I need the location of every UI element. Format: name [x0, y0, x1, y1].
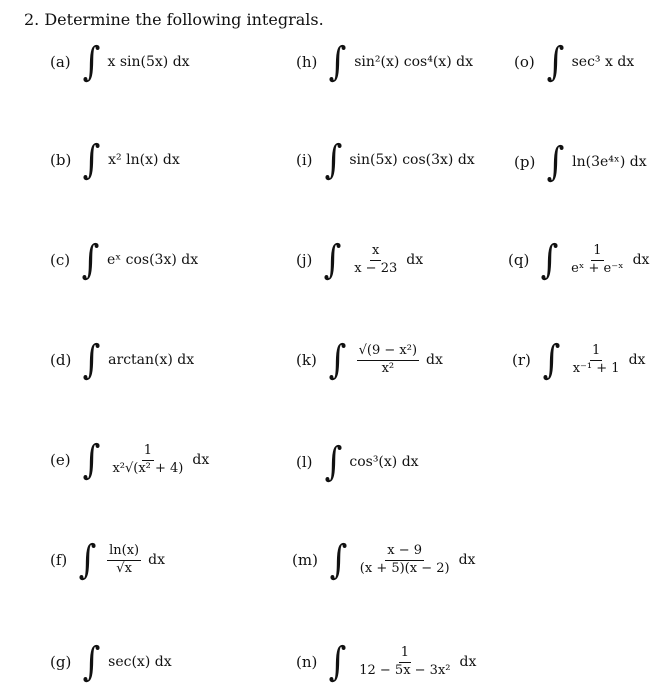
integrand: sec³ x dx — [571, 54, 635, 70]
integral-sign: ∫ — [546, 39, 565, 85]
integrand — [104, 543, 165, 577]
integrand: arctan(x) dx — [108, 352, 195, 368]
problem-label: (a) — [50, 53, 71, 71]
differential: dx — [148, 552, 165, 568]
fraction — [357, 645, 452, 679]
problem-h — [296, 32, 473, 92]
problem-j — [296, 230, 423, 290]
problem-g — [50, 632, 172, 692]
integrand — [354, 645, 476, 679]
integrand — [354, 343, 443, 377]
integral-sign: ∫ — [328, 39, 347, 85]
problem-label: (c) — [50, 251, 71, 269]
integrand: x sin(5x) dx — [107, 54, 190, 70]
problem-label: (q) — [508, 251, 530, 269]
denominator: x⁻¹ + 1 — [572, 360, 620, 376]
problem-label: (o) — [514, 53, 535, 71]
problem-label: (r) — [512, 351, 531, 369]
problem-o — [514, 32, 634, 92]
integrand: sin²(x) cos⁴(x) dx — [354, 54, 473, 70]
problem-label: (m) — [292, 551, 318, 569]
integrand — [568, 343, 646, 377]
problem-p — [514, 132, 647, 192]
problem-q — [508, 230, 649, 290]
problem-b — [50, 130, 180, 190]
problem-m — [292, 530, 475, 590]
integral-sign: ∫ — [329, 537, 348, 583]
integral-sign: ∫ — [324, 137, 342, 183]
problem-label: (l) — [296, 453, 313, 471]
integrand: sin(5x) cos(3x) dx — [349, 152, 475, 168]
denominator: 12 − 5x − 3x² — [359, 662, 451, 678]
denominator: eˣ + e⁻ˣ — [571, 260, 624, 276]
problem-c — [50, 230, 198, 290]
differential: dx — [458, 552, 476, 568]
integral-sign: ∫ — [82, 639, 101, 685]
integrand — [107, 443, 209, 477]
denominator: x² — [381, 360, 395, 376]
problem-label: (g) — [50, 653, 72, 671]
problem-n — [296, 632, 476, 692]
differential: dx — [459, 654, 477, 670]
differential: dx — [632, 252, 650, 268]
problem-e — [50, 430, 209, 490]
integral-sign: ∫ — [82, 437, 100, 483]
problem-label: (p) — [514, 153, 536, 171]
integral-sign: ∫ — [542, 337, 561, 383]
problem-label: (b) — [50, 151, 72, 169]
problem-label: (e) — [50, 451, 71, 469]
problem-r — [512, 330, 645, 390]
integral-sign: ∫ — [546, 139, 565, 185]
problem-l — [296, 432, 419, 492]
fraction — [357, 343, 419, 377]
differential: dx — [426, 352, 443, 368]
problem-heading: 2. Determine the following integrals. — [24, 10, 324, 29]
denominator: √x — [116, 560, 132, 576]
problem-label: (j) — [296, 251, 313, 269]
integral-sign: ∫ — [82, 39, 100, 85]
integral-sign: ∫ — [540, 237, 559, 283]
numerator: 1 — [591, 243, 603, 260]
problem-label: (n) — [296, 653, 318, 671]
integrand — [349, 243, 423, 277]
numerator: ln(x) — [107, 543, 141, 560]
integral-sign: ∫ — [82, 137, 101, 183]
numerator: 1 — [590, 343, 602, 360]
problem-label: (d) — [50, 351, 72, 369]
fraction — [352, 243, 399, 277]
differential: dx — [406, 252, 424, 268]
integral-sign: ∫ — [81, 237, 100, 283]
problem-label: (h) — [296, 53, 318, 71]
integral-sign: ∫ — [324, 439, 342, 485]
fraction — [569, 243, 625, 277]
problem-d — [50, 330, 194, 390]
numerator: x — [370, 243, 381, 260]
problem-f — [50, 530, 165, 590]
problem-label: (f) — [50, 551, 68, 569]
problem-a — [50, 32, 190, 92]
fraction — [107, 543, 141, 577]
problem-label: (k) — [296, 351, 317, 369]
denominator: (x + 5)(x − 2) — [359, 560, 450, 576]
integrand — [355, 543, 476, 577]
integrand — [566, 243, 649, 277]
fraction — [110, 443, 185, 477]
numerator: 1 — [142, 443, 154, 460]
integrand: x² ln(x) dx — [108, 152, 180, 168]
fraction — [358, 543, 452, 577]
numerator: 1 — [399, 645, 411, 662]
denominator: x − 23 — [354, 260, 398, 276]
integral-sign: ∫ — [82, 337, 101, 383]
integrand: ln(3e⁴ˣ) dx — [572, 154, 647, 170]
integrand: cos³(x) dx — [349, 454, 419, 470]
integral-sign: ∫ — [78, 537, 97, 583]
integrand: sec(x) dx — [108, 654, 172, 670]
numerator: √(9 − x²) — [357, 343, 419, 360]
denominator: x²√(x² + 4) — [112, 460, 184, 476]
integral-sign: ∫ — [323, 237, 342, 283]
integral-sign: ∫ — [328, 337, 347, 383]
problem-k — [296, 330, 443, 390]
problem-i — [296, 130, 475, 190]
integral-sign: ∫ — [328, 639, 347, 685]
problem-label: (i) — [296, 151, 313, 169]
integrand: eˣ cos(3x) dx — [106, 252, 199, 268]
numerator: x − 9 — [385, 543, 424, 560]
differential: dx — [628, 352, 646, 368]
fraction — [571, 343, 622, 377]
differential: dx — [192, 452, 210, 468]
